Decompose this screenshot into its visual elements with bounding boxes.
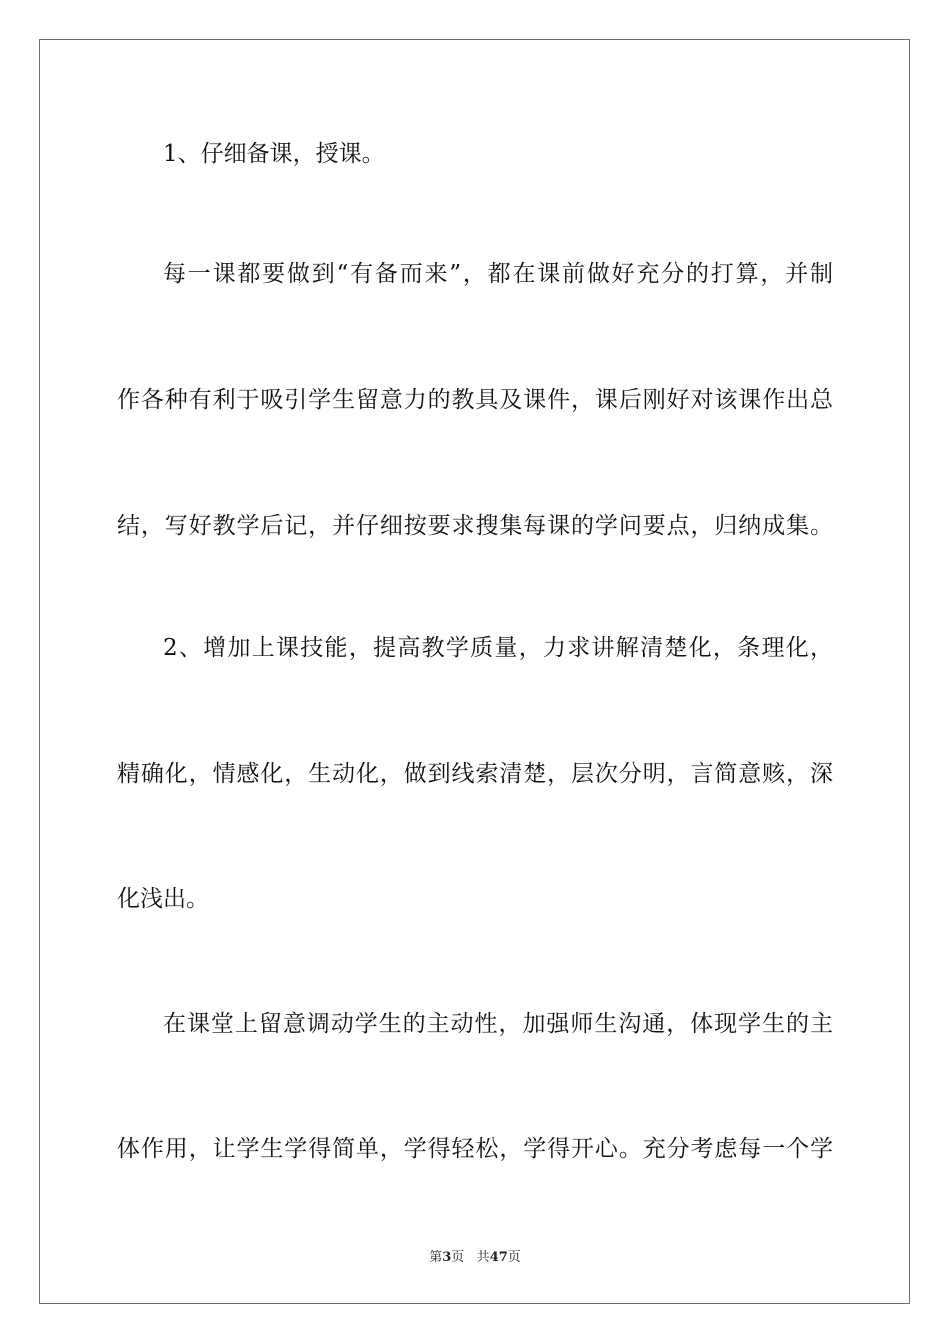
paragraph-line: 作各种有利于吸引学生留意力的教具及课件，课后刚好对该课作出总 (117, 387, 833, 413)
total-pages: 47 (489, 1250, 508, 1265)
page-prefix: 第 (429, 1250, 443, 1265)
paragraph-line: 2、增加上课技能，提高教学质量，力求讲解清楚化，条理化， (163, 635, 833, 661)
paragraph-line: 结，写好教学后记，并仔细按要求搜集每课的学问要点，归纳成集。 (117, 513, 833, 539)
paragraph-line: 化浅出。 (117, 886, 209, 912)
total-prefix: 共 (476, 1250, 490, 1265)
paragraph-line: 在课堂上留意调动学生的主动性，加强师生沟通，体现学生的主 (163, 1011, 833, 1037)
page-suffix: 页 (451, 1250, 465, 1265)
total-suffix: 页 (507, 1250, 521, 1265)
page-footer (0, 1249, 950, 1267)
page-border (39, 39, 910, 1304)
paragraph-line: 体作用，让学生学得简单，学得轻松，学得开心。充分考虑每一个学 (117, 1136, 833, 1162)
paragraph-line: 每一课都要做到“有备而来”，都在课前做好充分的打算，并制 (163, 261, 833, 287)
paragraph-line: 1、仔细备课，授课。 (163, 141, 385, 167)
paragraph-line: 精确化，情感化，生动化，做到线索清楚，层次分明，言简意赅，深 (117, 761, 833, 787)
page-number: 3 (442, 1250, 452, 1265)
